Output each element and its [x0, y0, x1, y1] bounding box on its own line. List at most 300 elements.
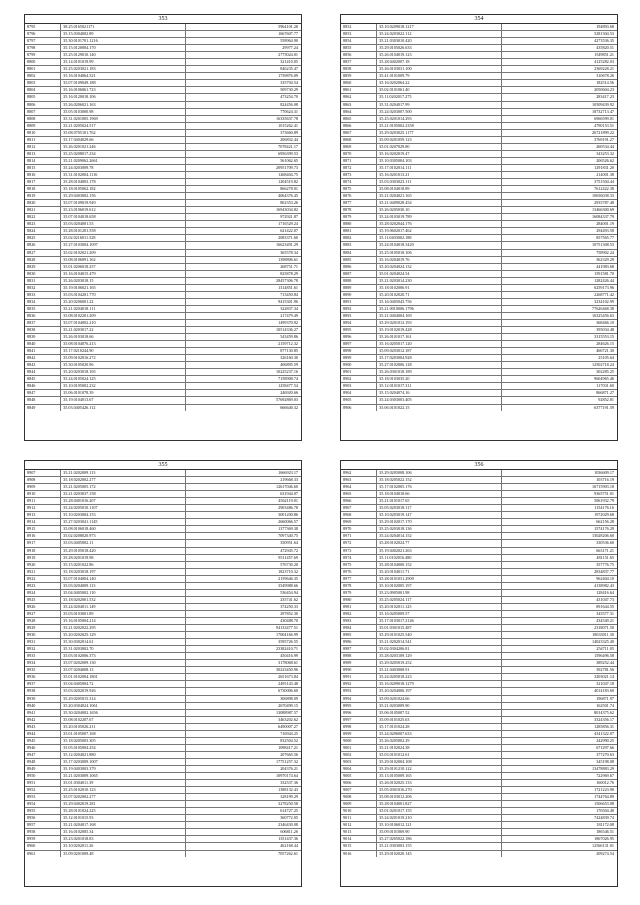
code-cell: 35.26.0203018.15: [61, 278, 185, 284]
table-row: [341, 526, 617, 533]
code-cell: 35.29.0101210.122: [377, 766, 501, 772]
table-row: [25, 526, 301, 533]
code-cell: 35.21.0403008.91: [377, 667, 501, 673]
table-row: [25, 327, 301, 334]
row-number-cell: 8962: [341, 470, 377, 476]
table-row: [25, 165, 301, 172]
row-number-cell: 8950: [25, 773, 61, 779]
row-number-cell: 9011: [341, 815, 377, 821]
row-number-cell: 8871: [341, 158, 377, 164]
amount-cell: 92852.01: [598, 397, 614, 403]
table-row: [341, 484, 617, 491]
row-number-cell: 8814: [25, 158, 61, 164]
row-number-cell: 8888: [341, 278, 377, 284]
code-cell: 35.30.0204002.1656: [61, 710, 185, 716]
amount-cell: 2660066.57: [278, 519, 298, 525]
code-cell: 35.25.0102010.123: [61, 787, 185, 793]
table-row: [25, 752, 301, 759]
row-number-cell: 8820: [25, 200, 61, 206]
row-number-cell: 8844: [25, 369, 61, 375]
table-row: [341, 822, 617, 829]
table-row: [341, 278, 617, 285]
row-number-cell: 8991: [341, 674, 377, 680]
table-row: [25, 660, 301, 667]
amount-cell: 2083371.60: [278, 235, 298, 241]
amount-cell: 260534.44: [596, 143, 614, 149]
row-number-cell: 8834: [25, 299, 61, 305]
table-row: [25, 109, 301, 116]
code-cell: 35.07.0104018.658: [61, 214, 185, 220]
code-cell: 35.21.0205024.517: [61, 123, 185, 129]
code-cell: 35.30.0105020.96: [61, 362, 185, 368]
amount-cell: 462168.44: [280, 843, 298, 849]
table-row: [341, 264, 617, 271]
code-cell: 35.29.0203025.1177: [377, 130, 501, 136]
amount-cell: 13478883.29: [592, 765, 614, 771]
code-cell: 35.07.0104004.140: [61, 576, 185, 582]
code-cell: 35.28.0104000.152: [377, 562, 501, 568]
table-row: [25, 618, 301, 625]
amount-cell: 322837.34: [280, 305, 298, 311]
amount-cell: 10970174.64: [276, 773, 298, 779]
row-number-cell: 8941: [25, 710, 61, 716]
row-number-cell: 9003: [341, 759, 377, 765]
row-number-cell: 8949: [25, 766, 61, 772]
row-number-cell: 8985: [341, 632, 377, 638]
row-number-cell: 8974: [341, 555, 377, 561]
amount-cell: 434549.21: [596, 617, 614, 623]
amount-cell: 194893.68: [596, 24, 614, 29]
amount-cell: 671297.66: [596, 744, 614, 750]
table-row: [25, 512, 301, 519]
row-number-cell: 8829: [25, 264, 61, 270]
amount-cell: 1377369.38: [278, 526, 298, 532]
row-number-cell: 9005: [341, 773, 377, 779]
code-cell: 35.28.0402007.18: [377, 59, 501, 65]
code-cell: 35.24.0201019.210: [377, 815, 501, 821]
table-row: [341, 674, 617, 681]
code-cell: 35.17.0103017.2146: [377, 618, 501, 624]
table-row: [341, 519, 617, 526]
table-row: [25, 94, 301, 101]
row-number-cell: 8900: [341, 362, 377, 368]
code-cell: 35.24.0203009.78: [61, 165, 185, 171]
table-row: [341, 660, 617, 667]
row-number-cell: 8801: [25, 66, 61, 72]
amount-cell: 866871.27: [596, 390, 614, 396]
table-row: [341, 292, 617, 299]
table-row: [341, 221, 617, 228]
code-cell: 35.07.0109019.949: [61, 200, 185, 206]
code-cell: 35.28.0201019.98: [61, 555, 185, 561]
code-cell: 35.08.0705101.762: [61, 130, 185, 136]
amount-cell: 14023325.40: [592, 639, 614, 645]
amount-cell: 246920.66: [280, 390, 298, 396]
row-number-cell: 9010: [341, 808, 377, 814]
row-number-cell: 8803: [25, 80, 61, 86]
row-number-cell: 8841: [25, 348, 61, 354]
code-cell: 35.29.0205015.314: [61, 696, 185, 702]
table-row: [25, 548, 301, 555]
amount-cell: 284001.19: [596, 221, 614, 227]
row-number-cell: 8876: [341, 193, 377, 199]
table-row: [341, 285, 617, 292]
table-row: [25, 334, 301, 341]
table-row: [341, 271, 617, 278]
code-cell: 35.08.0104076.213: [61, 341, 185, 347]
code-cell: 35.01.0105007.168: [61, 731, 185, 737]
table-row: [25, 773, 301, 780]
amount-cell: 473254.70: [280, 94, 298, 100]
row-number-cell: 8852: [341, 24, 377, 30]
row-number-cell: 8891: [341, 299, 377, 305]
table-row: [25, 540, 301, 547]
amount-cell: 368466.10: [596, 319, 614, 325]
code-cell: 35.27.0203041.1145: [61, 519, 185, 525]
amount-cell: 206526.62: [596, 157, 614, 163]
table-row: [25, 73, 301, 80]
amount-cell: 576730.20: [280, 561, 298, 567]
row-number-cell: 8975: [341, 562, 377, 568]
table-row: [341, 759, 617, 766]
row-number-cell: 9013: [341, 829, 377, 835]
code-cell: 35.21.0203009.1065: [61, 773, 185, 779]
amount-cell: 2159646.35: [278, 575, 298, 581]
table-row: [341, 618, 617, 625]
amount-cell: 389252.44: [596, 660, 614, 666]
table-row: [341, 794, 617, 801]
amount-cell: 2346430.08: [278, 822, 298, 828]
code-cell: 35.21.0105002.2358: [377, 123, 501, 129]
amount-cell: 7612422.38: [594, 186, 614, 192]
code-cell: 35.16.0106061.723: [61, 87, 185, 93]
row-number-cell: 8978: [341, 583, 377, 589]
table-row: [341, 836, 617, 843]
code-cell: 35.25.0203021.183: [61, 66, 185, 72]
amount-cell: 631944.07: [280, 491, 298, 497]
amount-cell: 7078421.17: [278, 143, 298, 149]
table-row: [25, 498, 301, 505]
table-row: [341, 45, 617, 52]
table-row: [341, 165, 617, 172]
row-number-cell: 8915: [25, 526, 61, 532]
table-row: [341, 548, 617, 555]
amount-cell: 13088987.57: [276, 709, 298, 715]
row-number-cell: 8825: [25, 235, 61, 241]
table-row: [341, 116, 617, 123]
code-cell: 35.29.0102020.145: [377, 851, 501, 857]
row-number-cell: 8921: [25, 569, 61, 575]
amount-cell: 713450.84: [280, 291, 298, 297]
amount-cell: 242990.25: [596, 737, 614, 743]
amount-cell: 235741.62: [280, 596, 298, 602]
row-number-cell: 9016: [341, 851, 377, 857]
row-number-cell: 8809: [25, 123, 61, 129]
row-number-cell: 8872: [341, 165, 377, 171]
table-row: [341, 646, 617, 653]
code-cell: 35.27.0205022.186: [377, 836, 501, 842]
row-number-cell: 8830: [25, 271, 61, 277]
row-number-cell: 8906: [341, 405, 377, 411]
amount-cell: 6259173.96: [594, 284, 614, 290]
table-row: [25, 271, 301, 278]
row-number-cell: 8939: [25, 696, 61, 702]
code-cell: 35.08.0104018.89: [377, 186, 501, 192]
code-cell: 35.19.0102019.428: [377, 327, 501, 333]
row-number-cell: 8839: [25, 334, 61, 340]
amount-cell: 1098417.21: [278, 744, 298, 750]
row-number-cell: 8993: [341, 688, 377, 694]
code-cell: 35.11.0102016.480: [377, 555, 501, 561]
amount-cell: 561062.65: [280, 157, 298, 163]
amount-cell: 472945.72: [280, 547, 298, 553]
row-number-cell: 8884: [341, 250, 377, 256]
row-number-cell: 8979: [341, 590, 377, 596]
amount-cell: 891644.55: [596, 603, 614, 609]
row-number-cell: 8964: [341, 484, 377, 490]
code-cell: 35.11.0403002.188: [377, 235, 501, 241]
amount-cell: 9365751.01: [594, 491, 614, 497]
amount-cell: 207665.56: [280, 751, 298, 757]
table-row: [341, 851, 617, 857]
table-row: [341, 604, 617, 611]
amount-cell: 770624.31: [280, 108, 298, 114]
table-page-355: [24, 460, 302, 887]
code-cell: 35.21.0203009.90: [377, 703, 501, 709]
code-cell: 35.24.0205018.223: [377, 674, 501, 680]
code-cell: 35.16.0104015.479: [61, 271, 185, 277]
amount-cell: 543459.86: [280, 334, 298, 340]
amount-cell: 2935787.48: [594, 200, 614, 206]
code-cell: 35.12.0101015.93: [61, 815, 185, 821]
code-cell: 35.15.0201022.86: [61, 562, 185, 568]
code-cell: 35.18.0202002.277: [61, 477, 185, 483]
table-page-number: 355: [25, 461, 301, 470]
code-cell: 35.02.0304206.81: [377, 646, 501, 652]
row-number-cell: 8903: [341, 383, 377, 389]
code-cell: 35.19.0602017.462: [377, 228, 501, 234]
row-number-cell: 8822: [25, 214, 61, 220]
code-cell: 35.05.0203018.117: [377, 505, 501, 511]
row-number-cell: 8920: [25, 562, 61, 568]
amount-cell: 3178068.61: [278, 660, 298, 666]
row-number-cell: 8899: [341, 355, 377, 361]
table-row: [25, 766, 301, 773]
amount-cell: 857565.77: [596, 235, 614, 241]
code-cell: 35.21.0204021.165: [377, 193, 501, 199]
code-cell: 35.09.0203012.187: [377, 348, 501, 354]
row-number-cell: 8996: [341, 710, 377, 716]
table-row: [341, 320, 617, 327]
amount-cell: 2670499.15: [278, 702, 298, 708]
row-number-cell: 8914: [25, 519, 61, 525]
row-number-cell: 8992: [341, 681, 377, 687]
row-number-cell: 8859: [341, 73, 377, 79]
row-number-cell: 8882: [341, 235, 377, 241]
code-cell: 35.16.0202064.22: [377, 80, 501, 86]
code-cell: 35.08.0103012.206: [377, 794, 501, 800]
table-row: [25, 80, 301, 87]
table-row: [341, 193, 617, 200]
amount-cell: 450416.99: [280, 653, 298, 659]
code-cell: 35.08.0102201.209: [61, 313, 185, 319]
table-row: [25, 625, 301, 632]
row-number-cell: 8995: [341, 703, 377, 709]
amount-cell: 606811.26: [280, 829, 298, 835]
row-number-cell: 8916: [25, 533, 61, 539]
table-row: [341, 299, 617, 306]
table-row: [341, 512, 617, 519]
amount-cell: 2268771.42: [594, 291, 614, 297]
row-number-cell: 8924: [25, 590, 61, 596]
amount-cell: 1314851.61: [278, 284, 298, 290]
row-number-cell: 8934: [25, 660, 61, 666]
code-cell: 35.10.0203004.153: [61, 512, 185, 518]
code-cell: 35.20.0304024.1061: [61, 703, 185, 709]
code-cell: 35.31.0102004.1116: [61, 172, 185, 178]
row-number-cell: 9008: [341, 794, 377, 800]
code-cell: 35.12.0204021.880: [61, 752, 185, 758]
amount-cell: 12617046.60: [276, 484, 298, 490]
code-cell: 35.16.0205009.57: [377, 611, 501, 617]
table-row: [341, 200, 617, 207]
amount-cell: 345577.31: [596, 610, 614, 616]
row-number-cell: 8846: [25, 383, 61, 389]
code-cell: 35.02.0208020.973: [61, 533, 185, 539]
code-cell: 35.28.0203109.129: [377, 653, 501, 659]
row-number-cell: 8966: [341, 498, 377, 504]
amount-cell: 10751308.53: [592, 242, 614, 248]
code-cell: 35.21.0102024.38: [377, 745, 501, 751]
code-cell: 35.20.0104011.71: [377, 569, 501, 575]
table-row: [25, 31, 301, 38]
row-number-cell: 8981: [341, 604, 377, 610]
amount-cell: 7158908.74: [278, 376, 298, 382]
table-row: [25, 533, 301, 540]
table-row: [25, 200, 301, 207]
code-cell: 35.21.0010006.1796: [377, 306, 501, 312]
table-row: [25, 639, 301, 646]
amount-cell: 662156.28: [596, 519, 614, 525]
code-cell: 35.29.0102004.108: [377, 759, 501, 765]
code-cell: 35.08.0106018.460: [61, 526, 185, 532]
row-number-cell: 8952: [25, 787, 61, 793]
code-cell: 35.07.0109049.188: [61, 80, 185, 86]
table-row: [25, 696, 301, 703]
amount-cell: 1721223.90: [594, 787, 614, 793]
code-cell: 35.18.0103035.20: [377, 376, 501, 382]
code-cell: 35.31.0203002.70: [61, 646, 185, 652]
table-row: [341, 724, 617, 731]
amount-cell: 1867026.95: [594, 836, 614, 842]
table-page-354: [340, 14, 618, 441]
table-row: [25, 348, 301, 355]
code-cell: 35.16.0201013.21: [377, 172, 501, 178]
table-row: [341, 130, 617, 137]
table-row: [25, 341, 301, 348]
amount-cell: 4125282.03: [594, 59, 614, 65]
table-row: [25, 214, 301, 221]
table-row: [25, 102, 301, 109]
row-number-cell: 8819: [25, 193, 61, 199]
code-cell: 35.23.0106019.612: [61, 207, 185, 213]
code-cell: 35.03.0405426.112: [61, 405, 185, 411]
table-row: [341, 376, 617, 383]
table-row: [341, 569, 617, 576]
row-number-cell: 8953: [25, 794, 61, 800]
table-row: [25, 759, 301, 766]
table-row: [341, 555, 617, 562]
row-number-cell: 8956: [25, 815, 61, 821]
amount-cell: 128416.64: [596, 589, 614, 595]
code-cell: 35.20.0206001.22: [61, 299, 185, 305]
code-cell: 35.20.0204024.132: [377, 264, 501, 270]
table-row: [25, 808, 301, 815]
code-cell: 35.04.0405004.72: [61, 681, 185, 687]
table-row: [341, 242, 617, 249]
table-row: [25, 45, 301, 52]
table-row: [341, 710, 617, 717]
table-row: [341, 355, 617, 362]
row-number-cell: 8802: [25, 73, 61, 79]
table-row: [25, 681, 301, 688]
code-cell: 35.01.0102004.1801: [61, 674, 185, 680]
code-cell: 35.16.0102005.34: [61, 829, 185, 835]
row-number-cell: 8926: [25, 604, 61, 610]
table-row: [341, 24, 617, 31]
amount-cell: 1204519.82: [278, 179, 298, 185]
row-number-cell: 9000: [341, 738, 377, 744]
table-row: [25, 306, 301, 313]
amount-cell: 16623491.29: [276, 242, 298, 248]
row-number-cell: 8945: [25, 738, 61, 744]
row-number-cell: 8922: [25, 576, 61, 582]
table-row: [341, 815, 617, 822]
row-number-cell: 8951: [25, 780, 61, 786]
table-row: [341, 31, 617, 38]
row-number-cell: 8880: [341, 221, 377, 227]
code-cell: 35.01.0204024.54: [377, 271, 501, 277]
row-number-cell: 8865: [341, 116, 377, 122]
amount-cell: 1823710.32: [278, 568, 298, 574]
amount-cell: 558964.90: [280, 38, 298, 44]
amount-cell: 196871.97: [596, 695, 614, 701]
row-number-cell: 8821: [25, 207, 61, 213]
table-row: [25, 52, 301, 59]
table-row: [341, 731, 617, 738]
amount-cell: 406895.59: [280, 362, 298, 368]
row-number-cell: 8989: [341, 660, 377, 666]
table-row: [25, 320, 301, 327]
code-cell: 35.01.0207029.80: [377, 144, 501, 150]
code-cell: 35.16.0209018.1279: [377, 681, 501, 687]
table-row: [341, 172, 617, 179]
table-row: [25, 257, 301, 264]
row-number-cell: 8997: [341, 717, 377, 723]
amount-cell: 5964101.28: [278, 24, 298, 29]
row-number-cell: 9006: [341, 780, 377, 786]
row-number-cell: 8823: [25, 221, 61, 227]
table-row: [341, 843, 617, 850]
row-number-cell: 8887: [341, 271, 377, 277]
amount-cell: 1285856.31: [594, 723, 614, 729]
amount-cell: 8014375.62: [594, 709, 614, 715]
table-row: [25, 278, 301, 285]
code-cell: 35.17.0210244.90: [61, 348, 185, 354]
row-number-cell: 8856: [341, 52, 377, 58]
table-row: [25, 376, 301, 383]
code-cell: 35.11.0202017.275: [377, 94, 501, 100]
